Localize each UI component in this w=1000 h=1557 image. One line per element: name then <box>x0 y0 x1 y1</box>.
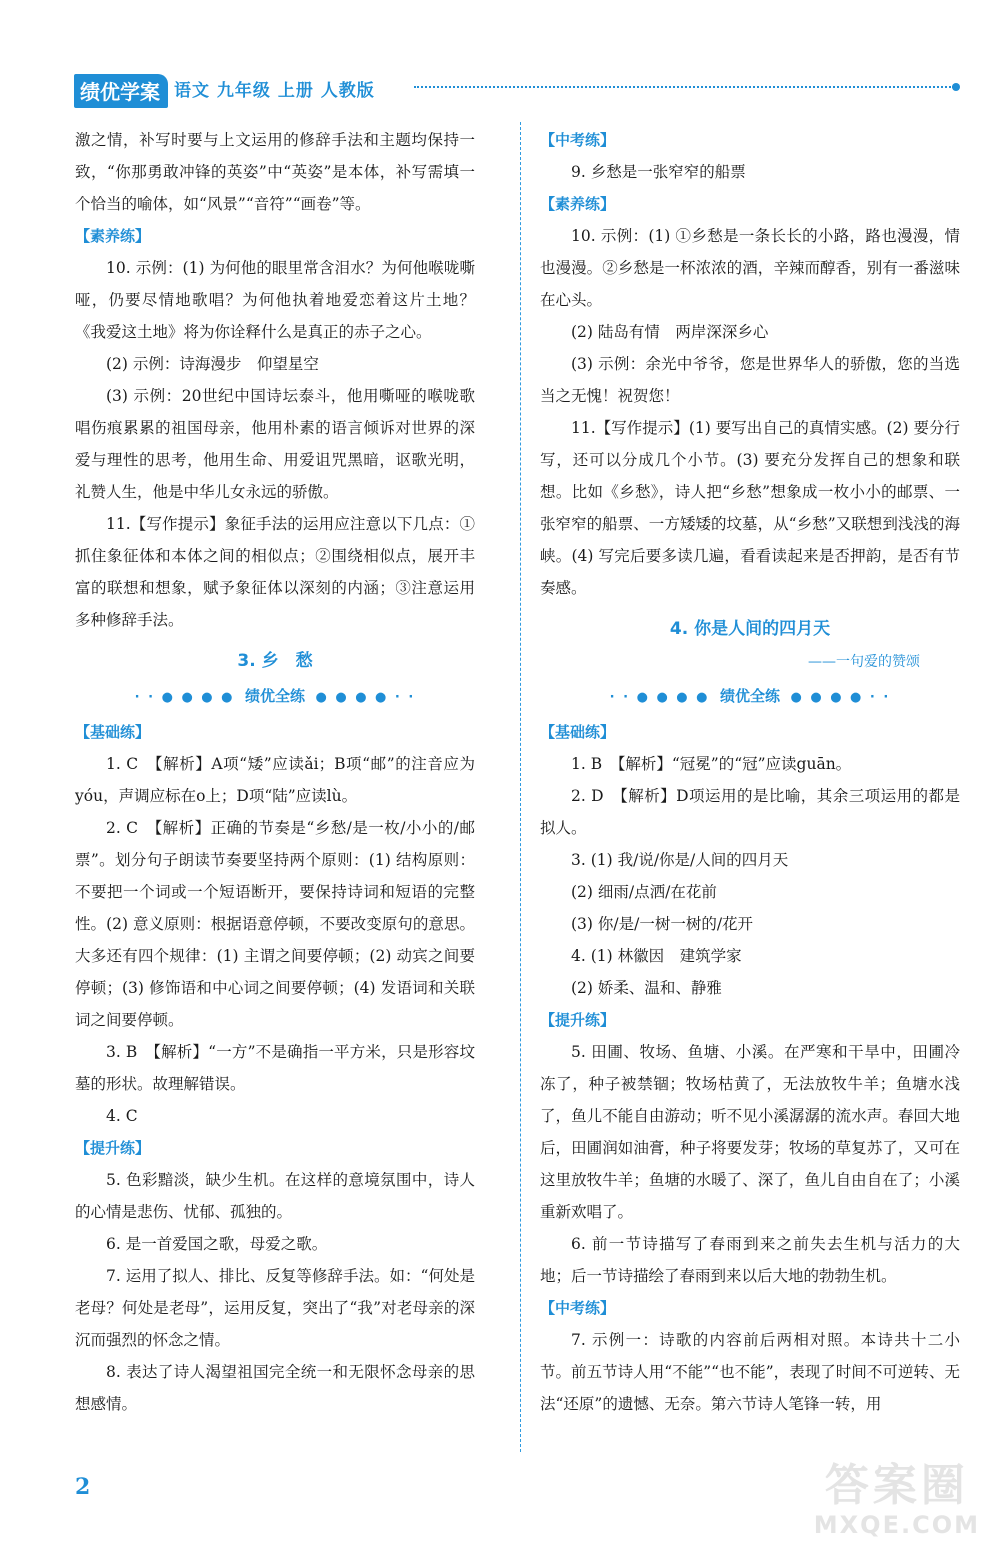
watermark-line2: MXQE.COM <box>813 1511 980 1539</box>
page-number: 2 <box>75 1474 91 1500</box>
answer-10-3: (3) 示例：20世纪中国诗坛泰斗，他用嘶哑的喉咙歌唱伤痕累累的祖国母亲，他用朴素的语言倾诉对世界的深爱与理性的思考，他用生命、用爱诅咒黑暗，讴歌光明，礼赞人生，他是中华儿女永远的骄傲。 <box>75 387 475 501</box>
brand-logo: 绩优学案 <box>74 74 168 108</box>
tag-zhongkao: 【中考练】 <box>540 1299 616 1317</box>
answer-8: 8. 表达了诗人渴望祖国完全统一和无限怀念母亲的思想感情。 <box>75 1363 475 1413</box>
band-dots-right-icon: ● ● ● ● · · <box>315 690 416 705</box>
answer-3: 3. (1) 我/说/你是/人间的四月天 <box>571 851 789 869</box>
band-dots-left-icon: · · ● ● ● ● <box>609 690 710 705</box>
tag-tisheng: 【提升练】 <box>75 1139 151 1157</box>
answer-2: 2. D 【解析】D项运用的是比喻，其余三项运用的都是拟人。 <box>540 787 960 837</box>
answer-7: 7. 示例一：诗歌的内容前后两相对照。本诗共十二小节。前五节诗人用“不能”“也不能”，表现了时间不可逆转、无法“还原”的遗憾、无奈。第六节诗人笔锋一转，用 <box>540 1331 960 1413</box>
answer-10-2: (2) 陆岛有情 两岸深深乡心 <box>571 323 769 341</box>
section-subtitle: ——一句爱的赞颂 <box>808 654 920 670</box>
tag-zhongkao: 【中考练】 <box>540 131 616 149</box>
answer-9: 9. 乡愁是一张窄窄的船票 <box>571 163 746 181</box>
section-title: 3. 乡 愁 <box>237 651 313 671</box>
answer-3-2: (2) 细雨/点洒/在花前 <box>571 883 717 901</box>
column-divider <box>520 122 521 1452</box>
answer-2: 2. C 【解析】正确的节奏是“乡愁/是一枚/小小的/邮票”。划分句子朗读节奏要坚持两个原则：(1) 结构原则：不要把一个词或一个短语断开，要保持诗词和短语的完整性。(2) 意义原则：根据语意停顿，不要改变原句的意思。大多还有四个规律：(1) 主谓之间要停顿；(2) 动宾之间要停顿；(3) 修饰语和中心词之间要停顿；(4) 发语词和关联词之间要停顿。 <box>75 819 475 1029</box>
right-column <box>540 124 960 1420</box>
paragraph: 激之情，补写时要与上文运用的修辞手法和主题均保持一致，“你那勇敢冲锋的英姿”中“英姿”是本体，补写需填一个恰当的喻体，如“风景”“音符”“画卷”等。 <box>75 131 475 213</box>
band-label: 绩优全练 <box>244 687 305 705</box>
answer-3-3: (3) 你/是/一树一树的/花开 <box>571 915 754 933</box>
tag-jichu: 【基础练】 <box>75 723 151 741</box>
band-dots-left-icon: · · ● ● ● ● <box>134 690 235 705</box>
answer-4-2: (2) 娇柔、温和、静雅 <box>571 979 722 997</box>
tag-jichu: 【基础练】 <box>540 723 616 741</box>
answer-10: 10. 示例：(1) ①乡愁是一条长长的小路，路也漫漫，情也漫漫。②乡愁是一杯浓浓的酒，辛辣而醇香，别有一番滋味在心头。 <box>540 227 960 309</box>
answer-4: 4. (1) 林徽因 建筑学家 <box>571 947 742 965</box>
answer-4: 4. C <box>106 1107 138 1125</box>
answer-1: 1. C 【解析】A项“矮”应读ǎi；B项“邮”的注音应为yóu，声调应标在o上；D项“陆”应读lù。 <box>75 755 475 805</box>
answer-6: 6. 是一首爱国之歌，母爱之歌。 <box>106 1235 328 1253</box>
section-title: 4. 你是人间的四月天 <box>669 619 831 639</box>
answer-10-2: (2) 示例：诗海漫步 仰望星空 <box>106 355 319 373</box>
answer-10: 10. 示例：(1) 为何他的眼里常含泪水？为何他喉咙嘶哑，仍要尽情地歌唱？为何他执着地爱恋着这片土地？《我爱这土地》将为你诠释什么是真正的赤子之心。 <box>75 259 475 341</box>
tag-suyang: 【素养练】 <box>75 227 151 245</box>
answer-5: 5. 田圃、牧场、鱼塘、小溪。在严寒和干旱中，田圃冷冻了，种子被禁锢；牧场枯黄了，无法放牧牛羊；鱼塘水浅了，鱼儿不能自由游动；听不见小溪潺潺的流水声。春回大地后，田圃润如油膏，种子将要发芽；牧场的草复苏了，又可在这里放牧牛羊；鱼塘的水暖了、深了，鱼儿自由自在了；小溪重新欢唱了。 <box>540 1043 960 1221</box>
page-header <box>74 72 954 108</box>
answer-11: 11.【写作提示】象征手法的运用应注意以下几点：①抓住象征体和本体之间的相似点；②围绕相似点，展开丰富的联想和想象，赋予象征体以深刻的内涵；③注意运用多种修辞手法。 <box>75 515 475 629</box>
band-dots-right-icon: ● ● ● ● · · <box>790 690 891 705</box>
answer-3: 3. B 【解析】“一方”不是确指一平方米，只是形容坟墓的形状。故理解错误。 <box>75 1043 475 1093</box>
book-subject: 语文 九年级 上册 人教版 <box>174 81 375 101</box>
header-dotted-rule <box>414 86 954 88</box>
header-dot-icon <box>952 83 960 91</box>
watermark-line1: 答案圈 <box>824 1460 969 1511</box>
section-band <box>540 682 960 712</box>
answer-1: 1. B 【解析】“冠冕”的“冠”应读guān。 <box>571 755 852 773</box>
band-label: 绩优全练 <box>719 687 780 705</box>
tag-tisheng: 【提升练】 <box>540 1011 616 1029</box>
watermark-logo <box>814 1461 980 1539</box>
answer-5: 5. 色彩黯淡，缺少生机。在这样的意境氛围中，诗人的心情是悲伤、忧郁、孤独的。 <box>75 1171 475 1221</box>
answer-6: 6. 前一节诗描写了春雨到来之前失去生机与活力的大地；后一节诗描绘了春雨到来以后大地的勃勃生机。 <box>540 1235 960 1285</box>
answer-7: 7. 运用了拟人、排比、反复等修辞手法。如：“何处是老母？何处是老母”，运用反复，突出了“我”对老母亲的深沉而强烈的怀念之情。 <box>75 1267 475 1349</box>
answer-11: 11.【写作提示】(1) 要写出自己的真情实感。(2) 要分行写，还可以分成几个小节。(3) 要充分发挥自己的想象和联想。比如《乡愁》，诗人把“乡愁”想象成一枚小小的邮票、一张窄窄的船票、一方矮矮的坟墓，从“乡愁”又联想到浅浅的海峡。(4) 写完后要多读几遍，看看读起来是否押韵，是否有节奏感。 <box>540 419 960 597</box>
left-column <box>75 124 475 1420</box>
tag-suyang: 【素养练】 <box>540 195 616 213</box>
section-band <box>75 682 475 712</box>
answer-10-3: (3) 示例：余光中爷爷，您是世界华人的骄傲，您的当选当之无愧！祝贺您！ <box>540 355 960 405</box>
